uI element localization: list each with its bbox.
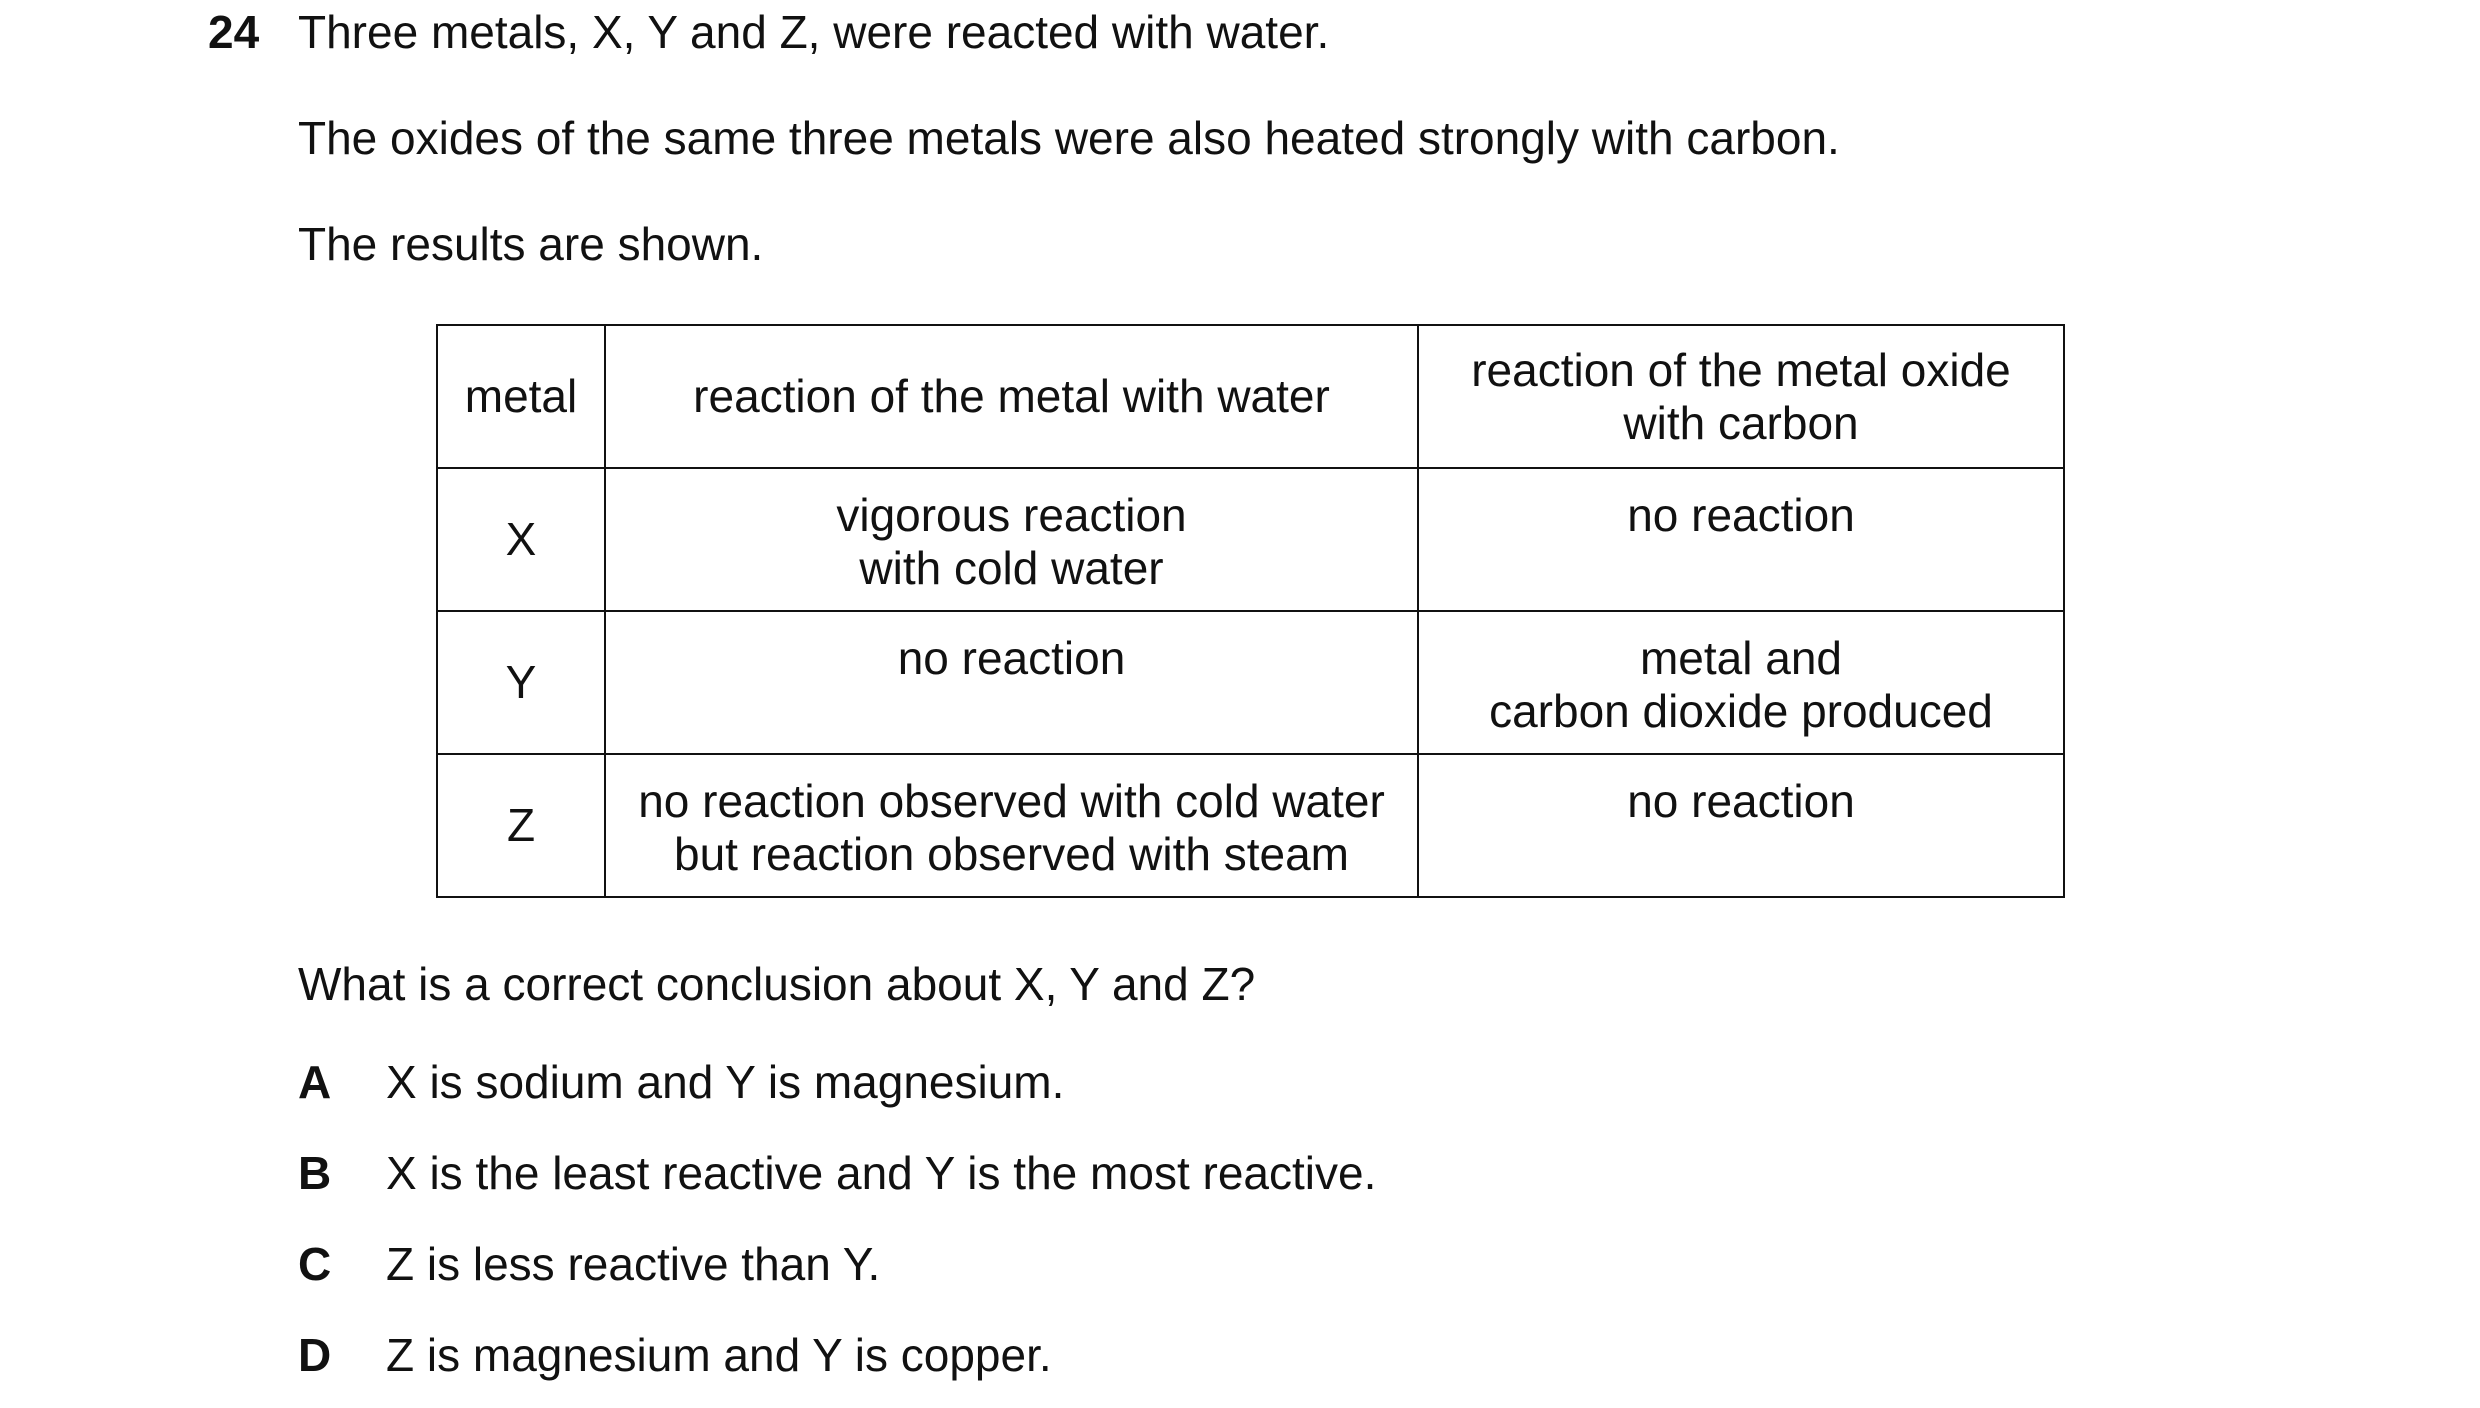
table-row — [437, 754, 2064, 897]
question-stem-line-1: Three metals, X, Y and Z, were reacted with water. — [298, 6, 1330, 58]
oxide-line: carbon dioxide produced — [1489, 685, 1993, 737]
oxide-cell — [1418, 754, 2064, 897]
answer-option-a[interactable] — [298, 1056, 1064, 1109]
oxide-cell — [1418, 468, 2064, 611]
header-oxide — [1418, 325, 2064, 468]
water-cell — [605, 468, 1418, 611]
water-line: no reaction observed with cold water — [638, 775, 1385, 827]
option-text: X is sodium and Y is magnesium. — [386, 1056, 1065, 1108]
option-letter: C — [298, 1238, 332, 1290]
table-row — [437, 468, 2064, 611]
option-letter: B — [298, 1147, 332, 1199]
answer-option-b[interactable] — [298, 1147, 1376, 1200]
header-metal — [437, 325, 605, 468]
option-letter: A — [298, 1056, 332, 1108]
option-text: Z is less reactive than Y. — [386, 1238, 881, 1290]
water-cell — [605, 611, 1418, 754]
metal-cell: Y — [437, 611, 605, 754]
question-stem-line-2: The oxides of the same three metals were also heated strongly with carbon. — [298, 112, 1840, 164]
option-letter: D — [298, 1329, 332, 1381]
metal-cell: X — [437, 468, 605, 611]
header-oxide-line-2: with carbon — [1623, 396, 1859, 449]
answer-option-d[interactable] — [298, 1329, 1052, 1382]
table-row — [437, 611, 2064, 754]
question-prompt: What is a correct conclusion about X, Y and Z? — [298, 958, 1256, 1010]
table-header-row — [437, 325, 2064, 468]
header-metal-text: metal — [464, 370, 578, 422]
water-cell — [605, 754, 1418, 897]
answer-option-c[interactable] — [298, 1238, 880, 1291]
oxide-cell — [1418, 611, 2064, 754]
option-text: X is the least reactive and Y is the most reactive. — [386, 1147, 1377, 1199]
header-water-text: reaction of the metal with water — [693, 370, 1330, 422]
water-line: no reaction — [897, 632, 1126, 684]
header-oxide-line-1: reaction of the metal oxide — [1471, 343, 2011, 396]
question-number: 24 — [208, 6, 260, 58]
oxide-line: metal and — [1639, 632, 1842, 684]
oxide-line: no reaction — [1627, 775, 1855, 827]
results-table — [436, 324, 2065, 898]
water-line: vigorous reaction — [836, 489, 1187, 541]
question-stem-line-3: The results are shown. — [298, 218, 764, 270]
oxide-line: no reaction — [1627, 489, 1855, 541]
header-water — [605, 325, 1418, 468]
metal-cell: Z — [437, 754, 605, 897]
water-line: with cold water — [859, 542, 1164, 594]
option-text: Z is magnesium and Y is copper. — [386, 1329, 1052, 1381]
water-line: but reaction observed with steam — [673, 828, 1350, 880]
